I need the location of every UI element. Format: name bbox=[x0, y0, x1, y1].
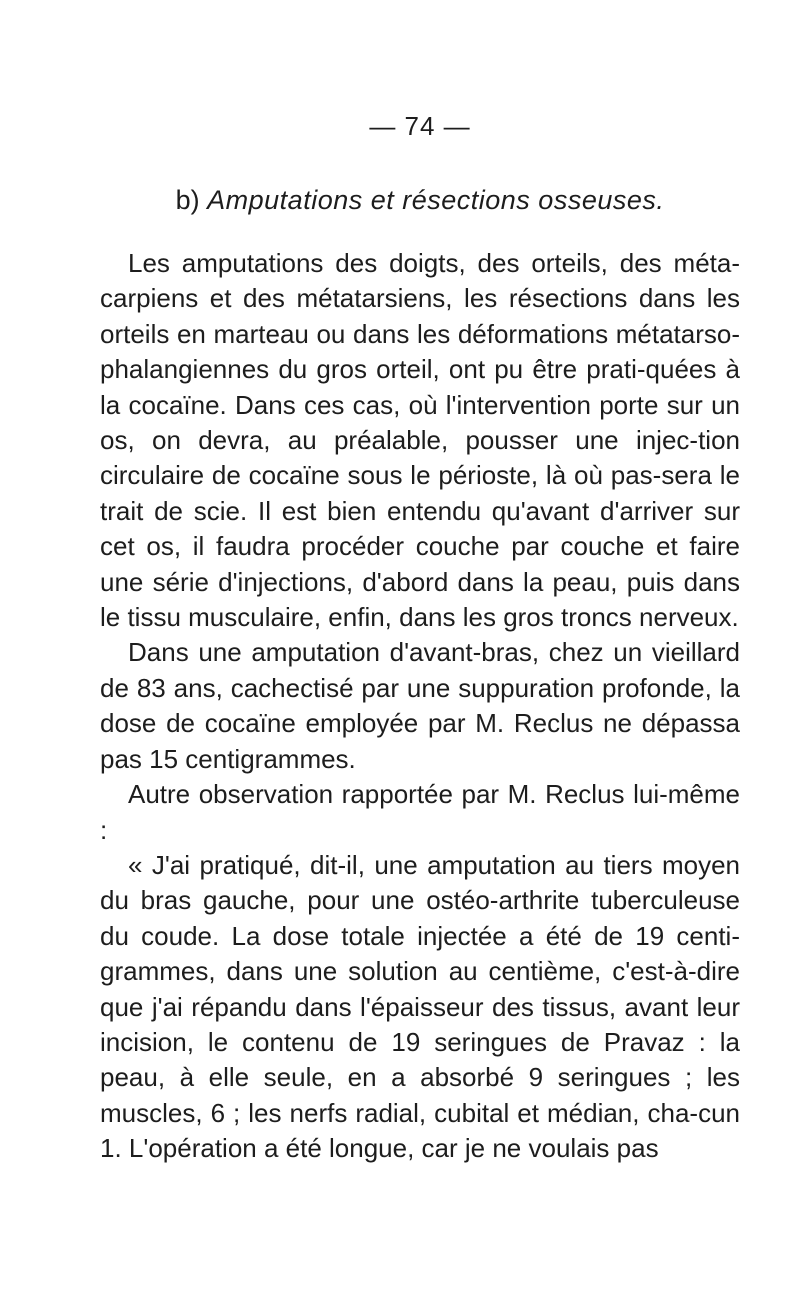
paragraph-reclus-quote: « J'ai pratiqué, dit-il, une amputation au tiers moyen du bras gauche, pour une ostéo-arthrite tuberculeuse du coude. La dose totale injectée a été de 19 centi-grammes, dans une solution au centième, c'est-à-dire que j'ai répandu dans l'épaisseur des tissus, avant leur incision, le contenu de 19 seringues de Pravaz : la peau, à elle seule, en a absorbé 9 seringues ; les muscles, 6 ; les nerfs radial, cubital et médian, cha-cun 1. L'opération a été longue, car je ne voulais pas bbox=[100, 849, 740, 1164]
paragraph-reclus-observation: Autre observation rapportée par M. Reclus lui-même : bbox=[100, 779, 740, 845]
page-number: — 74 — bbox=[369, 111, 471, 141]
paragraph-amputations-intro: Les amputations des doigts, des orteils, des méta-carpiens et des métatarsiens, les résections dans les orteils en marteau ou dans les déformations métatarso-phalangiennes du gros orteil, ont pu être prati-quées à la cocaïne. Dans ces cas, où l'intervention porte sur un os, on devra, au préalable, pousser une injec-tion circulaire de cocaïne sous le périoste, là où pas-sera le trait de scie. Il est bien entendu qu'avant d'arriver sur cet os, il faudra procéder couche par couche et faire une série d'injections, d'abord dans la peau, puis dans le tissu musculaire, enfin, dans les gros troncs nerveux. bbox=[100, 248, 740, 633]
section-letter: b) bbox=[175, 185, 200, 215]
section-title: Amputations et résections osseuses. bbox=[207, 185, 665, 215]
paragraph-avant-bras-case: Dans une amputation d'avant-bras, chez un vieillard de 83 ans, cachectisé par une suppuration profonde, la dose de cocaïne employée par M. Reclus ne dépassa pas 15 centigrammes. bbox=[100, 637, 740, 774]
section-heading bbox=[100, 184, 740, 216]
book-page bbox=[100, 112, 740, 1167]
